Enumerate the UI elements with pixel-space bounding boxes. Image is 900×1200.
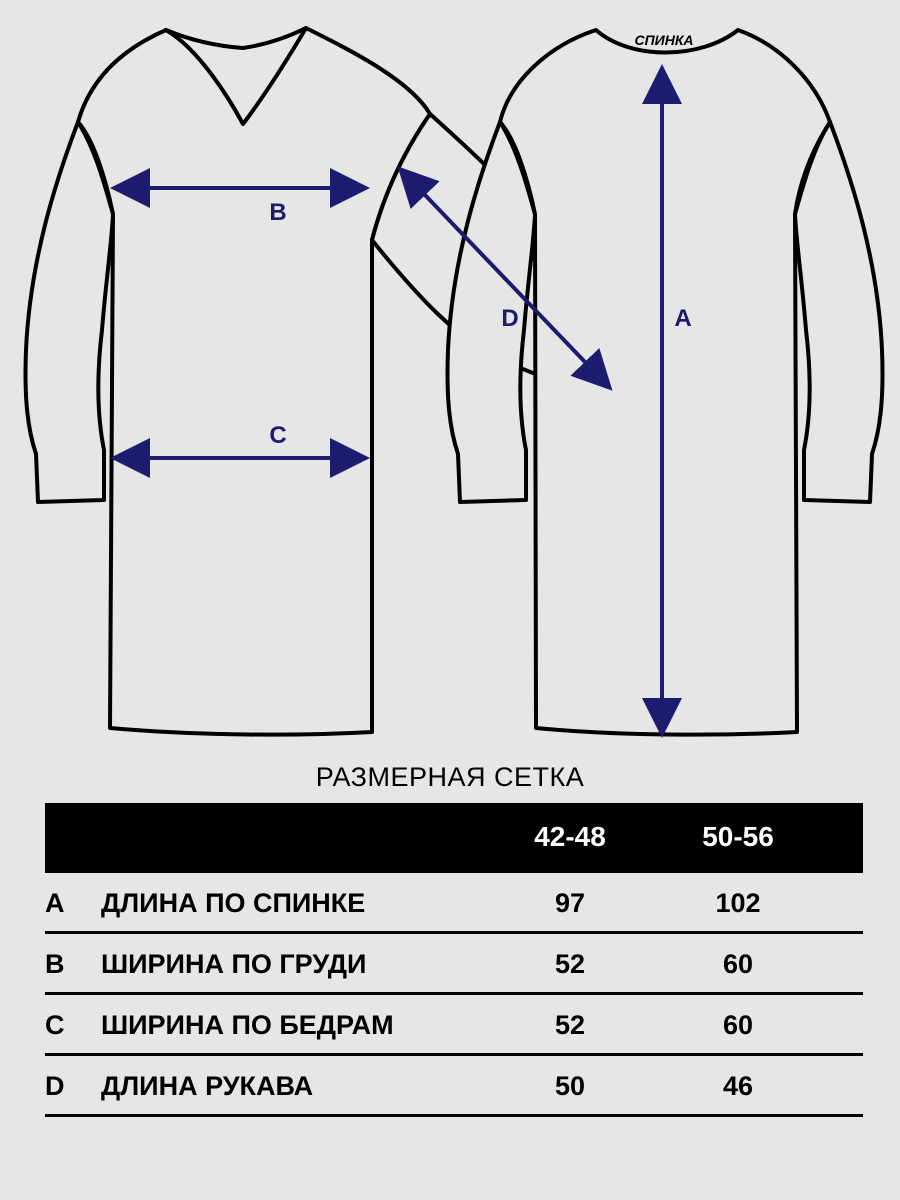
row-value-size-1: 97 [554,888,586,918]
table-row [45,934,863,995]
back-body [500,30,830,735]
row-letter: A [45,888,65,918]
row-value-size-2: 102 [715,888,761,918]
row-value-size-1: 50 [554,1071,586,1101]
front-left-sleeve [25,122,113,502]
table-row [45,1056,863,1117]
measure-b-label: B [269,199,287,226]
row-value-size-1: 52 [554,949,586,979]
row-name: ДЛИНА ПО СПИНКЕ [101,888,366,918]
table-title: РАЗМЕРНАЯ СЕТКА [315,762,585,792]
row-letter: C [45,1010,65,1040]
table-row [45,873,863,934]
row-value-size-2: 60 [722,1010,754,1040]
front-body [78,28,430,735]
row-letter: D [45,1071,65,1101]
back-label: СПИНКА [634,32,694,48]
back-right-sleeve [795,122,883,502]
table-row [45,995,863,1056]
row-name: ШИРИНА ПО ГРУДИ [101,949,367,979]
table-header [45,803,863,873]
measure-d-label: D [501,305,519,332]
size-table [45,803,863,1117]
row-name: ШИРИНА ПО БЕДРАМ [101,1010,394,1040]
row-letter: B [45,949,65,979]
row-value-size-1: 52 [554,1010,586,1040]
row-name: ДЛИНА РУКАВА [101,1071,314,1101]
row-value-size-2: 46 [722,1071,754,1101]
header-size-2: 50-56 [702,821,774,852]
row-value-size-2: 60 [722,949,754,979]
measure-a-label: A [674,305,692,332]
header-size-1: 42-48 [534,821,606,852]
back-view [447,30,882,735]
measure-c-label: C [269,422,287,449]
